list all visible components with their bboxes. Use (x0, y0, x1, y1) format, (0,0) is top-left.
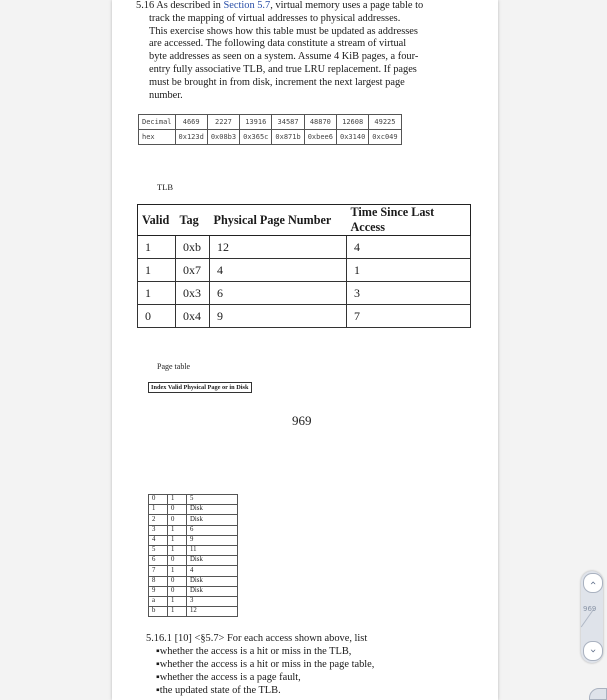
page-table-valid: 1 (168, 495, 187, 505)
page-table-page: Disk (187, 505, 238, 515)
decimal-cell: 48870 (304, 115, 336, 130)
page-table-index: 1 (149, 505, 168, 515)
problem-line: are accessed. The following data constitute a stream of virtual (149, 38, 407, 50)
hex-row (139, 130, 402, 145)
page-table-valid: 1 (168, 525, 187, 535)
page-table-valid: 1 (168, 607, 187, 617)
page-table-valid: 1 (168, 566, 187, 576)
page-table-row (149, 505, 238, 515)
problem-line: This exercise shows how this table must be updated as addresses (149, 25, 418, 37)
question-bullet: ▪the updated state of the TLB. (156, 685, 281, 696)
page-table-label: Page table (157, 362, 191, 371)
problem-number: 5.16 (136, 0, 155, 11)
corner-tab-icon[interactable] (589, 688, 607, 700)
bullet-text: the updated state of the TLB. (159, 685, 281, 696)
page-table-index: 9 (149, 586, 168, 596)
problem-line: track the mapping of virtual addresses to physical addresses. (149, 12, 401, 24)
decimal-cell: 34587 (272, 115, 304, 130)
page-table-index: 0 (149, 495, 168, 505)
tlb-time: 3 (347, 282, 471, 305)
hex-cell: 0xc049 (369, 130, 401, 145)
problem-statement (136, 0, 476, 102)
tlb-row (138, 305, 471, 328)
tlb-row (138, 259, 471, 282)
page-number: 969 (292, 413, 312, 428)
decimal-cell: 12608 (337, 115, 369, 130)
page-indicator: 969 (583, 605, 597, 613)
tlb-tag: 0xb (176, 236, 210, 259)
tlb-ppn: 4 (210, 259, 347, 282)
page-table-page: Disk (187, 556, 238, 566)
tlb-header-row (138, 205, 471, 236)
question-bullet: ▪whether the access is a hit or miss in the TLB, (156, 646, 352, 657)
page-table (148, 494, 238, 617)
question-5-16-1 (146, 632, 476, 697)
question-heading: 5.16.1 [10] <§5.7> For each access shown above, list (146, 633, 368, 644)
page-table-row (149, 545, 238, 555)
tlb-ppn: 6 (210, 282, 347, 305)
decimal-label: Decimal (139, 115, 176, 130)
page-table-valid: 1 (168, 545, 187, 555)
page-table-page: 4 (187, 566, 238, 576)
hex-label: hex (139, 130, 176, 145)
page-table-row (149, 525, 238, 535)
page-table-row (149, 535, 238, 545)
page-table-index: 6 (149, 556, 168, 566)
problem-line: entry fully associative TLB, and true LRU replacement. If pages (149, 63, 417, 75)
decimal-cell: 49225 (369, 115, 401, 130)
hex-cell: 0x871b (272, 130, 304, 145)
tlb-header-valid: Valid (138, 205, 176, 236)
problem-line: must be brought in from disk, increment the next largest page (149, 76, 405, 88)
page-table-valid: 1 (168, 535, 187, 545)
page-table-valid: 1 (168, 596, 187, 606)
tlb-valid: 1 (138, 282, 176, 305)
page-table-page: 6 (187, 525, 238, 535)
tlb-valid: 0 (138, 305, 176, 328)
page-table-valid: 0 (168, 515, 187, 525)
page-table-valid: 0 (168, 505, 187, 515)
page-table-index: 2 (149, 515, 168, 525)
page-table-row (149, 586, 238, 596)
problem-text-intro: As described in (156, 0, 224, 11)
section-link[interactable]: Section 5.7 (223, 0, 271, 11)
tlb-tag: 0x3 (176, 282, 210, 305)
previous-page-icon[interactable]: ‹ (583, 573, 603, 593)
tlb-ppn: 9 (210, 305, 347, 328)
tlb-header-ppn: Physical Page Number (210, 205, 347, 236)
page-table-header: Index Valid Physical Page or in Disk (148, 382, 252, 393)
page-table-row (149, 576, 238, 586)
page-table-index: 5 (149, 545, 168, 555)
page-table-row (149, 607, 238, 617)
question-bullet: ▪whether the access is a page fault, (156, 672, 301, 683)
bullet-text: whether the access is a page fault, (159, 672, 301, 683)
page-table-index: 4 (149, 535, 168, 545)
page-table-valid: 0 (168, 556, 187, 566)
page-table-row (149, 566, 238, 576)
tlb-valid: 1 (138, 259, 176, 282)
address-stream-table (138, 114, 402, 145)
page-table-page: Disk (187, 586, 238, 596)
page-table-valid: 0 (168, 576, 187, 586)
page-table-page: 11 (187, 545, 238, 555)
page-table-index: 7 (149, 566, 168, 576)
page-table-valid: 0 (168, 586, 187, 596)
page-table-row (149, 495, 238, 505)
hex-cell: 0x08b3 (207, 130, 239, 145)
problem-line: number. (149, 89, 183, 101)
next-page-icon[interactable]: › (583, 641, 603, 661)
page-table-row (149, 515, 238, 525)
tlb-row (138, 282, 471, 305)
decimal-row (139, 115, 402, 130)
hex-cell: 0xbee6 (304, 130, 336, 145)
page-table-page: 3 (187, 596, 238, 606)
tlb-ppn: 12 (210, 236, 347, 259)
page-table-index: b (149, 607, 168, 617)
tlb-valid: 1 (138, 236, 176, 259)
tlb-row (138, 236, 471, 259)
page-table-page: Disk (187, 576, 238, 586)
hex-cell: 0x123d (175, 130, 207, 145)
page-table-page: 9 (187, 535, 238, 545)
decimal-cell: 13916 (240, 115, 272, 130)
document-page (112, 0, 498, 700)
bullet-text: whether the access is a hit or miss in the page table, (159, 659, 375, 670)
page-table-page: 12 (187, 607, 238, 617)
decimal-cell: 4669 (175, 115, 207, 130)
decimal-cell: 2227 (207, 115, 239, 130)
page-table-row (149, 596, 238, 606)
tlb-time: 1 (347, 259, 471, 282)
tlb-header-tag: Tag (176, 205, 210, 236)
page-table-page: Disk (187, 515, 238, 525)
bullet-text: whether the access is a hit or miss in the TLB, (159, 646, 352, 657)
question-bullet: ▪whether the access is a hit or miss in the page table, (156, 659, 375, 670)
tlb-label: TLB (157, 182, 174, 192)
page-table-page: 5 (187, 495, 238, 505)
problem-line: , virtual memory uses a page table to (270, 0, 424, 11)
tlb-header-time: Time Since Last Access (347, 205, 471, 236)
hex-cell: 0x365c (240, 130, 272, 145)
tlb-tag: 0x7 (176, 259, 210, 282)
tlb-table (137, 204, 471, 328)
problem-line: byte addresses as seen on a system. Assume 4 KiB pages, a four- (149, 51, 419, 63)
page-navigator (581, 571, 603, 663)
tlb-time: 4 (347, 236, 471, 259)
page-table-index: a (149, 596, 168, 606)
page-table-index: 8 (149, 576, 168, 586)
tlb-time: 7 (347, 305, 471, 328)
hex-cell: 0x3140 (337, 130, 369, 145)
page-table-index: 3 (149, 525, 168, 535)
page-table-row (149, 556, 238, 566)
tlb-tag: 0x4 (176, 305, 210, 328)
